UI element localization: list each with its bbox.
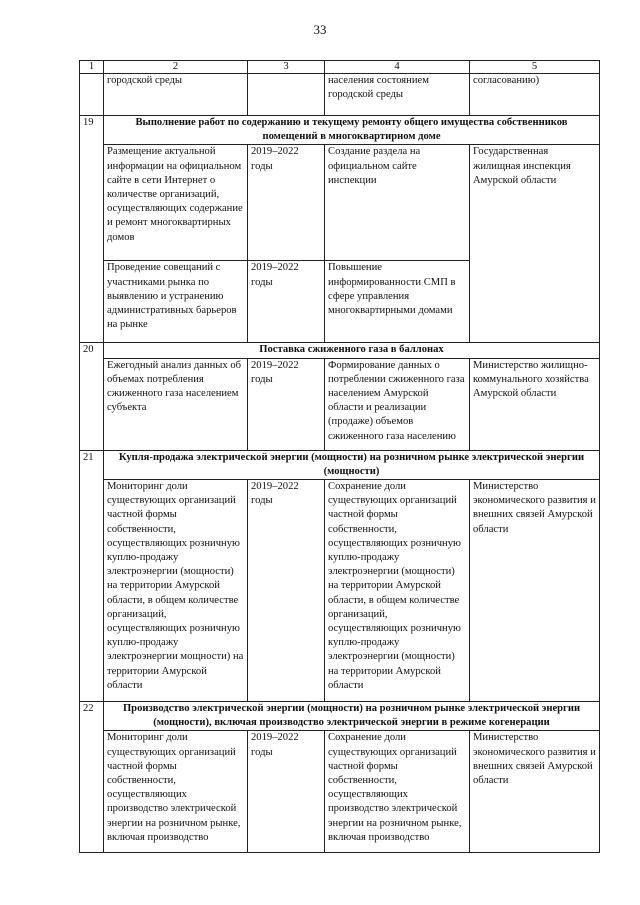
result-cell: Сохранение доли существующих организаций частной формы собственности, осуществляющих производство электрической энергии на розничном рынке, включая производство [325, 731, 470, 853]
executor-cell: Министерство экономического развития и внешних связей Амурской области [470, 480, 600, 702]
column-number: 4 [325, 61, 470, 74]
section-header-row [80, 116, 600, 145]
section-title: Поставка сжиженного газа в баллонах [104, 343, 600, 358]
section-number: 22 [80, 702, 104, 853]
activity-cell: Мониторинг доли существующих организаций частной формы собственности, осуществляющих розничную куплю-продажу электроэнергии (мощности) на территории Амурской области, в общем количестве организаций, осуществляющих розничную куплю-продажу электроэнергии мощности) на территории Амурской области [104, 480, 248, 702]
activity-cell: городской среды [104, 74, 248, 116]
section-header-row [80, 450, 600, 479]
column-number: 5 [470, 61, 600, 74]
executor-cell: Государственная жилищная инспекция Амурской области [470, 145, 600, 343]
term-cell [248, 74, 325, 116]
executor-cell: Министерство экономического развития и внешних связей Амурской области [470, 731, 600, 853]
section-header-row [80, 702, 600, 731]
result-cell: Формирование данных о потреблении сжиженного газа населением Амурской области и реализации (продаже) объемов сжиженного газа населению [325, 358, 470, 450]
section-title: Купля-продажа электрической энергии (мощности) на розничном рынке электрической энергии (мощности) [104, 450, 600, 479]
result-cell: Сохранение доли существующих организаций частной формы собственности, осуществляющих розничную куплю-продажу электроэнергии (мощности) на территории Амурской области, в общем количестве организаций, осуществляющих розничную куплю-продажу электроэнергии (мощности) на территории Амурской области [325, 480, 470, 702]
column-number: 2 [104, 61, 248, 74]
term-cell: 2019–2022 годы [248, 145, 325, 261]
activity-cell: Ежегодный анализ данных об объемах потребления сжиженного газа населением субъекта [104, 358, 248, 450]
activity-cell: Размещение актуальной информации на официальном сайте в сети Интернет о количестве организаций, осуществляющих содержание и ремонт многоквартирных домов [104, 145, 248, 261]
term-cell: 2019–2022 годы [248, 358, 325, 450]
result-cell: населения состоянием городской среды [325, 74, 470, 116]
term-cell: 2019–2022 годы [248, 731, 325, 853]
result-cell: Повышение информированности СМП в сфере управления многоквартирными домами [325, 261, 470, 343]
section-number: 21 [80, 450, 104, 701]
column-number-row [80, 61, 600, 74]
column-number: 3 [248, 61, 325, 74]
section-title: Выполнение работ по содержанию и текущему ремонту общего имущества собственников помещений в многоквартирном доме [104, 116, 600, 145]
page-number: 33 [313, 22, 327, 37]
table-row [80, 480, 600, 702]
term-cell: 2019–2022 годы [248, 480, 325, 702]
executor-cell: согласованию) [470, 74, 600, 116]
term-cell: 2019–2022 годы [248, 261, 325, 343]
table-row [80, 358, 600, 450]
section-number: 20 [80, 343, 104, 450]
section-number: 19 [80, 116, 104, 343]
section-header-row [80, 343, 600, 358]
measures-table [79, 60, 600, 853]
column-number: 1 [80, 61, 104, 74]
table-row [80, 145, 600, 261]
executor-cell: Министерство жилищно-коммунального хозяйства Амурской области [470, 358, 600, 450]
continuation-row [80, 74, 600, 116]
section-title: Производство электрической энергии (мощности) на розничном рынке электрической энергии (мощности), включая производство электрической энергии в режиме когенерации [104, 702, 600, 731]
activity-cell: Мониторинг доли существующих организаций частной формы собственности, осуществляющих производство электрической энергии на розничном рынке, включая производство [104, 731, 248, 853]
table-row [80, 731, 600, 853]
row-number-cell [80, 74, 104, 116]
result-cell: Создание раздела на официальном сайте инспекции [325, 145, 470, 261]
activity-cell: Проведение совещаний с участниками рынка по выявлению и устранению административных барьеров на рынке [104, 261, 248, 343]
